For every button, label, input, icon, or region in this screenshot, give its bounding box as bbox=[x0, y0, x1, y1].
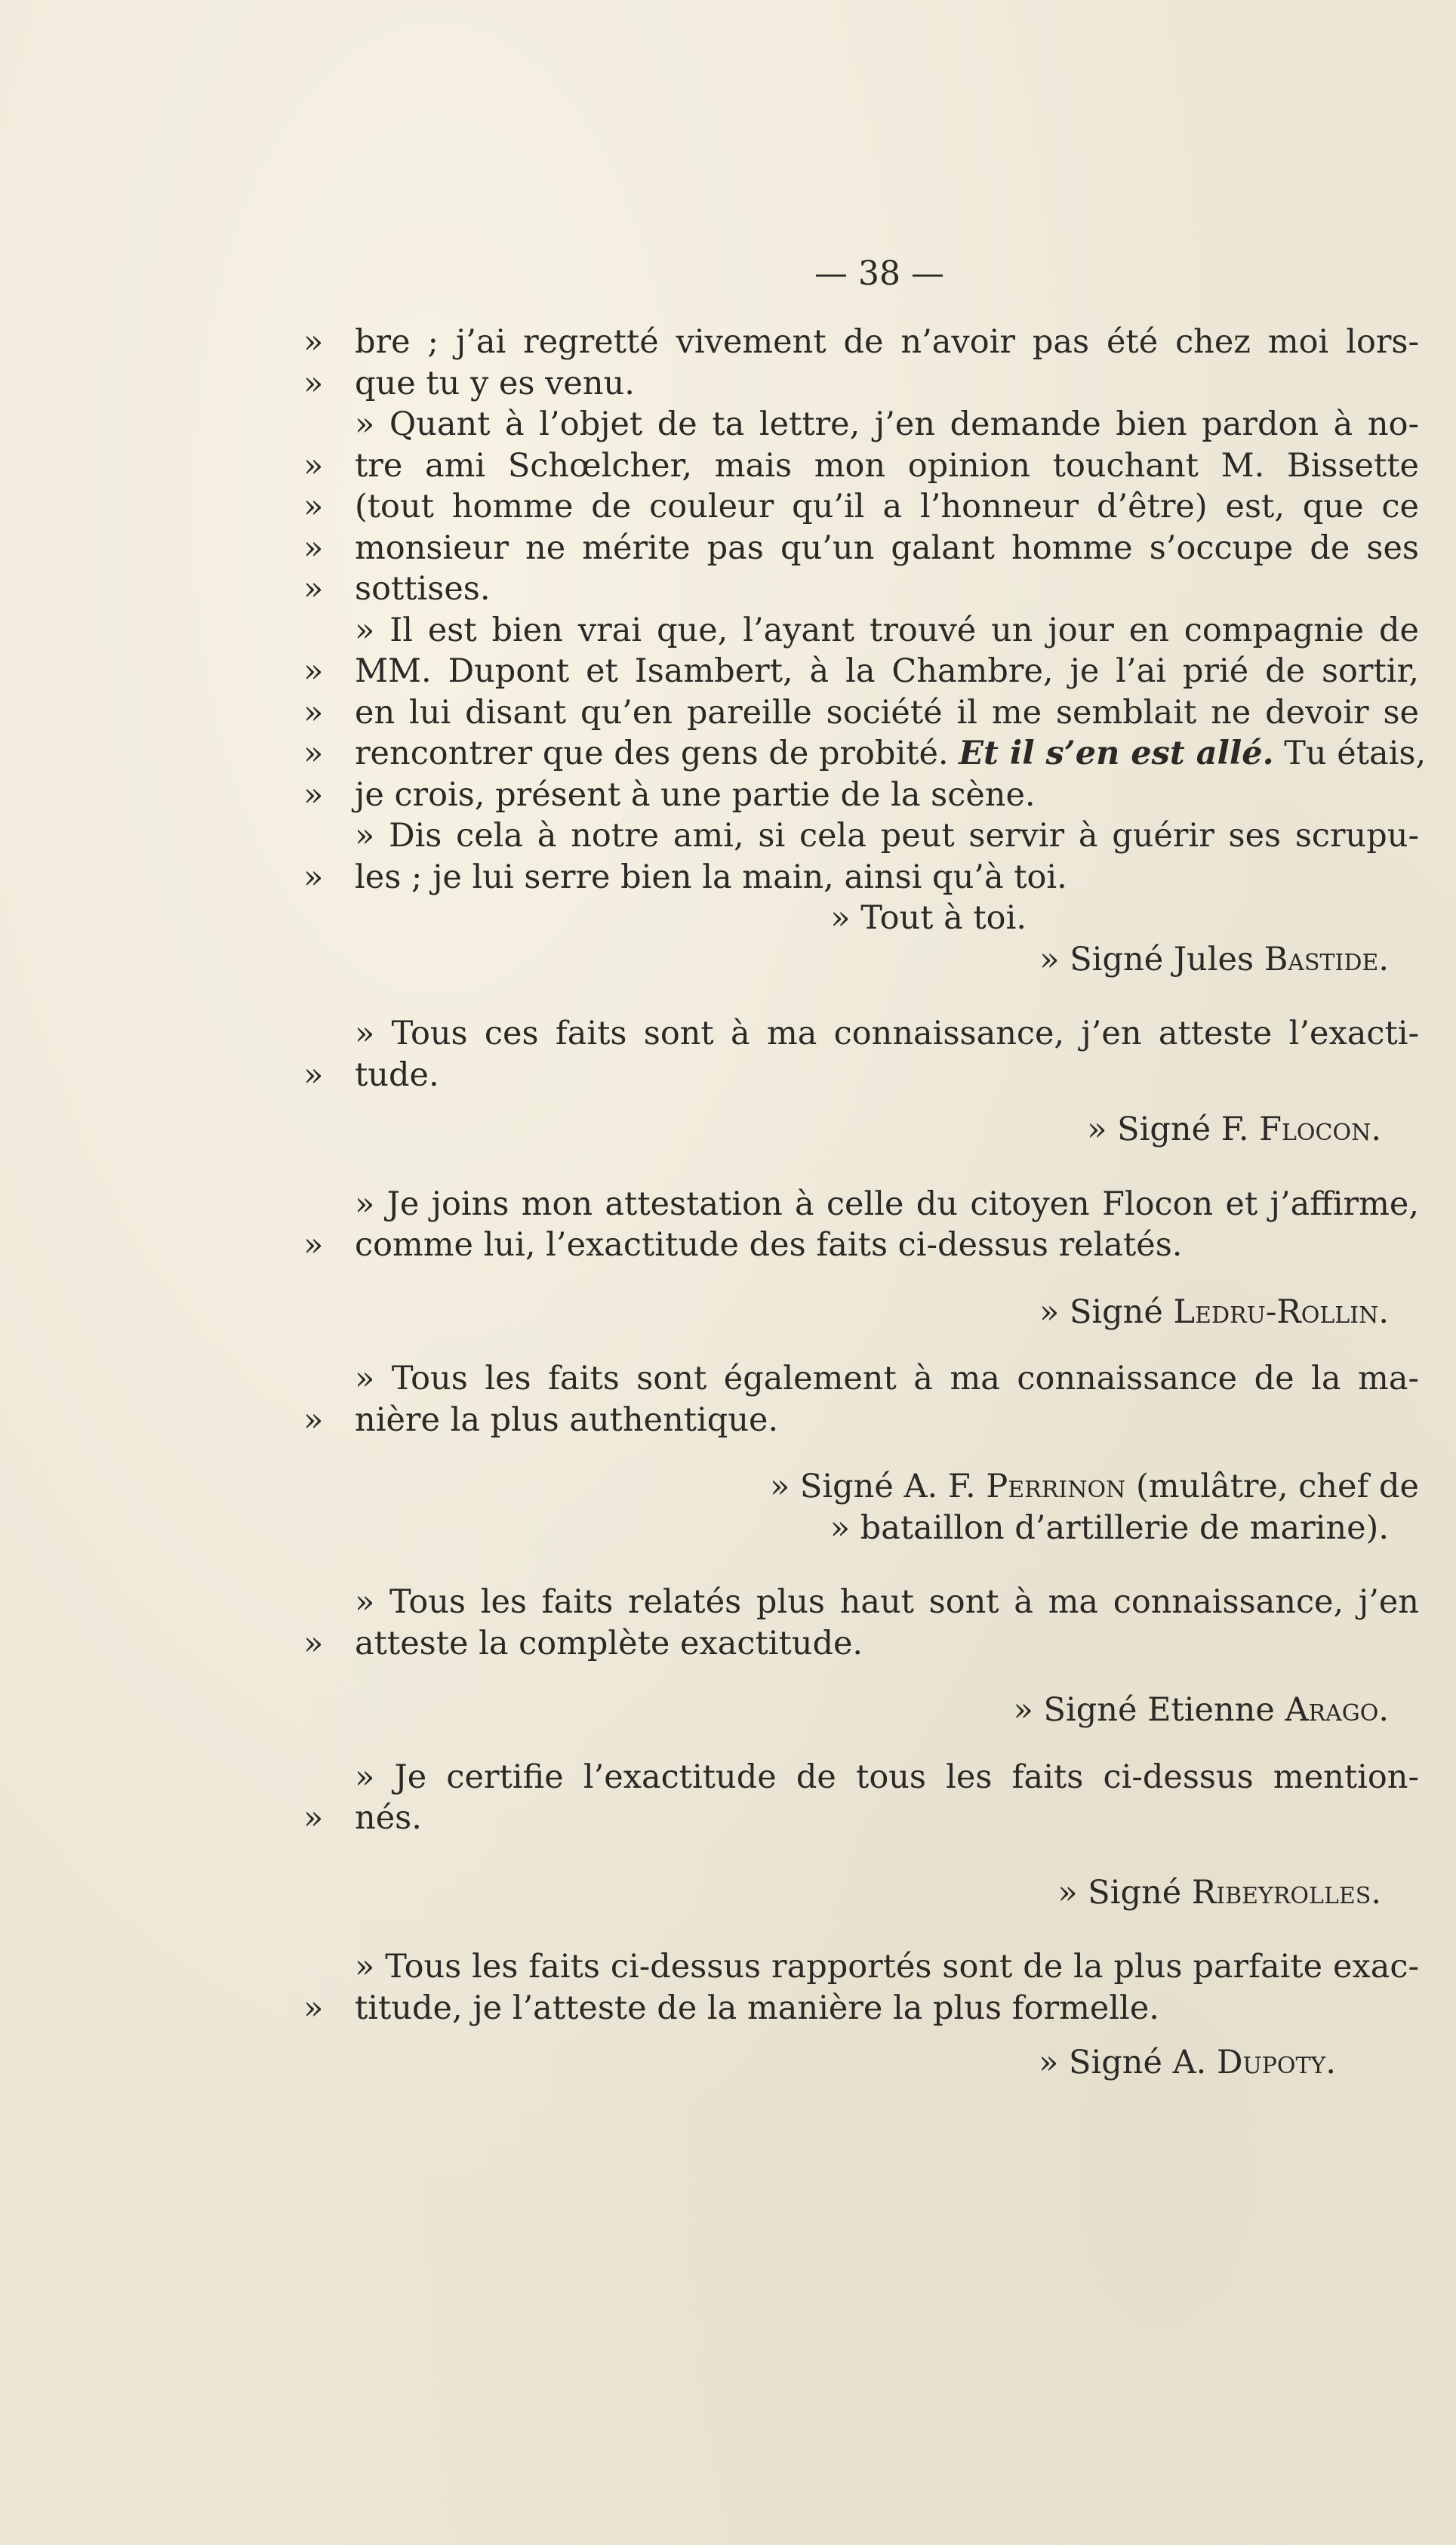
paragraph-gap bbox=[309, 1266, 1419, 1292]
signature-line bbox=[309, 2042, 1419, 2084]
paragraph-gap bbox=[309, 1913, 1419, 1946]
text-line bbox=[303, 363, 1419, 405]
signature-line bbox=[309, 1466, 1419, 1508]
text-line bbox=[303, 1225, 1419, 1266]
signature-suffix: (mulâtre, chef de bbox=[1125, 1468, 1419, 1505]
text-line bbox=[303, 1055, 1419, 1096]
text-line bbox=[303, 568, 1419, 610]
quote-mark: » bbox=[303, 1400, 324, 1439]
signatory-name: Dupoty bbox=[1216, 2044, 1326, 2081]
text-line bbox=[309, 1013, 1419, 1055]
line-text: tude. bbox=[355, 1055, 439, 1094]
line-text: bre ; j’ai regretté vivement de n’avoir pas été chez moi lors- bbox=[355, 323, 1419, 361]
quote-mark: » bbox=[303, 1226, 324, 1264]
line-text bbox=[355, 733, 1427, 775]
line-text-part: Tu étais, bbox=[1273, 735, 1427, 772]
quote-mark: » bbox=[303, 446, 324, 485]
text-line bbox=[303, 528, 1419, 569]
text-line bbox=[309, 610, 1419, 652]
emphasized-text: Et il s’en est allé. bbox=[959, 735, 1274, 772]
text-line bbox=[303, 1400, 1419, 1441]
signatory-name: Arago bbox=[1285, 1691, 1379, 1729]
text-line bbox=[303, 651, 1419, 692]
text-line bbox=[303, 322, 1419, 363]
signature-text bbox=[1039, 939, 1389, 981]
text-body bbox=[303, 322, 1427, 2084]
signature-line bbox=[309, 1292, 1419, 1333]
text-line bbox=[309, 815, 1419, 857]
signature-line bbox=[309, 939, 1419, 981]
signature-text bbox=[1087, 1109, 1381, 1151]
text-line bbox=[303, 857, 1419, 898]
line-text: nés. bbox=[355, 1799, 422, 1837]
text-line bbox=[303, 1798, 1419, 1839]
quote-mark: » bbox=[303, 735, 324, 772]
quote-mark: » bbox=[303, 1799, 324, 1837]
text-line bbox=[309, 1358, 1419, 1400]
line-text: en lui disant qu’en pareille société il me semblait ne devoir se bbox=[355, 693, 1419, 732]
line-text: titude, je l’atteste de la manière la plus formelle. bbox=[355, 1989, 1159, 2027]
signature-prefix: » Signé A. F. bbox=[769, 1468, 987, 1505]
signatory-name: Ribeyrolles bbox=[1191, 1873, 1371, 1912]
signature-suffix: . bbox=[1371, 1873, 1381, 1912]
signatory-name: Perrinon bbox=[986, 1468, 1126, 1505]
document-page bbox=[303, 249, 1427, 2084]
line-text: monsieur ne mérite pas qu’un galant homme s’occupe de ses bbox=[355, 528, 1419, 567]
paragraph-gap bbox=[309, 1095, 1419, 1109]
signature-suffix: . bbox=[1371, 1111, 1381, 1148]
line-text: les ; je lui serre bien la main, ainsi qu’à toi. bbox=[355, 858, 1067, 896]
quote-mark: » bbox=[303, 364, 324, 402]
signature-prefix: » Signé Etienne bbox=[1013, 1691, 1285, 1729]
line-text: que tu y es venu. bbox=[355, 364, 635, 402]
signature-suffix: . bbox=[1378, 1293, 1389, 1331]
line-text: » Tous les faits sont également à ma connaissance de la ma- bbox=[355, 1360, 1419, 1397]
page-number: — 38 — bbox=[814, 254, 944, 293]
signatory-name: Ledru-Rollin bbox=[1173, 1293, 1379, 1331]
line-text: comme lui, l’exactitude des faits ci-dessus relatés. bbox=[355, 1226, 1183, 1264]
paragraph-gap bbox=[309, 1440, 1419, 1466]
line-text: » Quant à l’objet de ta lettre, j’en demande bien pardon à no- bbox=[355, 405, 1419, 443]
text-line bbox=[303, 1988, 1419, 2029]
paragraph-gap bbox=[309, 1548, 1419, 1582]
text-line bbox=[303, 1623, 1419, 1665]
quote-mark: » bbox=[303, 858, 324, 896]
signature-prefix: » Signé bbox=[1057, 1873, 1192, 1912]
line-text: » Tous ces faits sont à ma connaissance, j’en atteste l’exacti- bbox=[355, 1015, 1419, 1052]
line-text: » Je joins mon attestation à celle du citoyen Flocon et j’affirme, bbox=[355, 1185, 1419, 1223]
signature-suffix: . bbox=[1378, 1691, 1389, 1729]
line-text: » Tous les faits ci-dessus rapportés sont de la plus parfaite exac- bbox=[355, 1948, 1419, 1986]
signature-line bbox=[309, 1109, 1419, 1151]
line-text: atteste la complète exactitude. bbox=[355, 1624, 863, 1662]
quote-mark: » bbox=[303, 1055, 324, 1094]
line-text: MM. Dupont et Isambert, à la Chambre, je l’ai prié de sortir, bbox=[355, 652, 1419, 690]
signature-suffix: . bbox=[1325, 2044, 1336, 2081]
paragraph-gap bbox=[309, 1731, 1419, 1757]
signature-text bbox=[1014, 1690, 1389, 1731]
signature-line bbox=[309, 1508, 1419, 1549]
signature-prefix: » Signé Jules bbox=[1039, 940, 1264, 978]
line-text: » Il est bien vrai que, l’ayant trouvé un jour en compagnie de bbox=[355, 611, 1419, 649]
signatory-name: Flocon bbox=[1259, 1111, 1371, 1148]
quote-mark: » bbox=[303, 528, 324, 567]
text-line bbox=[303, 733, 1427, 775]
signature-prefix: » Signé F. bbox=[1087, 1111, 1260, 1148]
signature-line bbox=[309, 898, 1419, 939]
signature-prefix: » Signé bbox=[1039, 1293, 1174, 1331]
line-text: » Tous les faits relatés plus haut sont à ma connaissance, j’en bbox=[355, 1583, 1419, 1621]
line-text: nière la plus authentique. bbox=[355, 1400, 779, 1439]
text-line bbox=[303, 445, 1419, 487]
quote-mark: » bbox=[303, 652, 324, 690]
line-text: » Dis cela à notre ami, si cela peut servir à guérir ses scrupu- bbox=[355, 817, 1419, 855]
quote-mark: » bbox=[303, 775, 324, 814]
signature-text bbox=[770, 1466, 1419, 1508]
paragraph-gap bbox=[309, 980, 1419, 1013]
quote-mark: » bbox=[303, 488, 324, 525]
quote-mark: » bbox=[303, 570, 324, 608]
signature-text: » Tout à toi. bbox=[830, 899, 1027, 937]
text-line bbox=[309, 1184, 1419, 1225]
quote-mark: » bbox=[303, 1624, 324, 1662]
line-text: sottises. bbox=[355, 570, 491, 608]
signature-text bbox=[1057, 1872, 1381, 1914]
text-line bbox=[303, 692, 1419, 734]
quote-mark: » bbox=[303, 323, 324, 361]
signature-text bbox=[1039, 2042, 1336, 2084]
signature-prefix: » Signé A. bbox=[1039, 2044, 1217, 2081]
paragraph-gap bbox=[309, 1151, 1419, 1184]
line-text-part: rencontrer que des gens de probité. bbox=[355, 735, 959, 772]
paragraph-gap bbox=[309, 1664, 1419, 1690]
text-line bbox=[309, 404, 1419, 445]
paragraph-gap bbox=[309, 2029, 1419, 2042]
quote-mark: » bbox=[303, 693, 324, 732]
signature-line bbox=[309, 1872, 1419, 1914]
paragraph-gap bbox=[309, 1333, 1419, 1358]
signature-text bbox=[1039, 1292, 1389, 1333]
text-line bbox=[303, 486, 1419, 528]
text-line bbox=[303, 775, 1419, 816]
paragraph-gap bbox=[309, 1839, 1419, 1872]
signature-line bbox=[309, 1690, 1419, 1731]
signature-text: » bataillon d’artillerie de marine). bbox=[830, 1508, 1389, 1547]
line-text: tre ami Schœlcher, mais mon opinion touchant M. Bissette bbox=[355, 446, 1419, 485]
signatory-name: Bastide bbox=[1264, 940, 1379, 978]
text-line bbox=[309, 1946, 1419, 1988]
line-text: » Je certifie l’exactitude de tous les faits ci-dessus mention- bbox=[355, 1758, 1419, 1796]
signature-suffix: . bbox=[1378, 940, 1389, 978]
line-text: (tout homme de couleur qu’il a l’honneur d’être) est, que ce bbox=[355, 488, 1419, 525]
text-line bbox=[309, 1582, 1419, 1623]
quote-mark: » bbox=[303, 1989, 324, 2027]
text-line bbox=[309, 1757, 1419, 1798]
line-text: je crois, présent à une partie de la scène. bbox=[355, 775, 1036, 814]
